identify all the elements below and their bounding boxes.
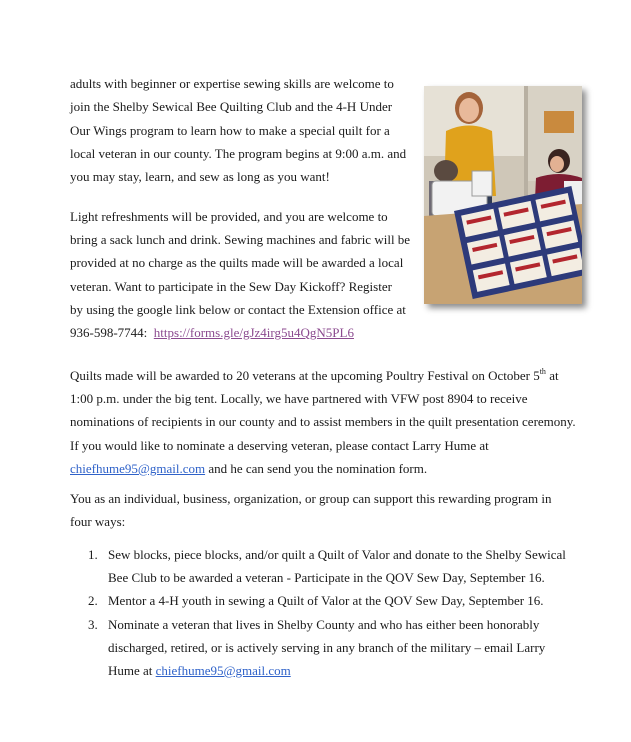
email-link-larry-hume[interactable]: chiefhume95@gmail.com xyxy=(70,461,206,476)
para3-line-1-end: at xyxy=(545,368,559,383)
list-item-3-line-2: discharged, retired, or is actively serving in any branch of the military – email Larry xyxy=(108,640,546,655)
para2-line-5: by using the google link below or contact the Extension office at xyxy=(70,302,406,317)
list-item-1-number: 1. xyxy=(88,547,98,562)
para3-line-5-text: and he can send you the nomination form. xyxy=(205,461,428,476)
quilting-photo-image xyxy=(424,86,582,304)
para1-line-1: adults with beginner or expertise sewing skills are welcome to xyxy=(70,76,394,91)
para1-line-5: you may stay, learn, and sew as long as you want! xyxy=(70,169,330,184)
list-item-3-line-1: Nominate a veteran that lives in Shelby County and who has either been honorably xyxy=(108,617,540,632)
phone-number: 936-598-7744: xyxy=(70,325,148,340)
para2-line-6 xyxy=(70,325,354,341)
para2-line-1: Light refreshments will be provided, and you are welcome to xyxy=(70,209,388,224)
para2-line-3: provided at no charge as the quilts made will be awarded a local xyxy=(70,255,404,270)
para1-line-4: local veteran in our county. The program begins at 9:00 a.m. and xyxy=(70,146,407,161)
para3-line-2: 1:00 p.m. under the big tent. Locally, we have partnered with VFW post 8904 to receive xyxy=(70,391,528,406)
para3-line-5 xyxy=(70,461,427,477)
para4-line-1: You as an individual, business, organization, or group can support this rewarding program in xyxy=(70,491,552,506)
para1-line-3: Our Wings program to learn how to make a special quilt for a xyxy=(70,123,390,138)
list-item-3-line-3-text: Hume at xyxy=(108,663,156,678)
para4-line-2: four ways: xyxy=(70,514,126,529)
para3-line-1 xyxy=(70,368,559,384)
para2-line-2: bring a sack lunch and drink. Sewing machines and fabric will be xyxy=(70,232,411,247)
list-item-3-number: 3. xyxy=(88,617,98,632)
registration-form-link[interactable]: https://forms.gle/gJz4irg5u4QgN5PL6 xyxy=(153,325,354,340)
para1-line-2: join the Shelby Sewical Bee Quilting Club and the 4-H Under xyxy=(70,99,393,114)
list-item-2-line-1: Mentor a 4-H youth in sewing a Quilt of Valor at the QOV Sew Day, September 16. xyxy=(108,593,544,608)
list-item-2-number: 2. xyxy=(88,593,98,608)
list-item-1-line-2: Bee Club to be awarded a veteran - Participate in the QOV Sew Day, September 16. xyxy=(108,570,545,585)
para3-line-4: If you would like to nominate a deserving veteran, please contact Larry Hume at xyxy=(70,438,489,453)
para3-line-3: nominations of recipients in our county and to assist members in the quilt presentation ceremony. xyxy=(70,414,576,429)
list-item-1-line-1: Sew blocks, piece blocks, and/or quilt a Quilt of Valor and donate to the Shelby Sewical xyxy=(108,547,566,562)
quilting-photo xyxy=(424,86,582,304)
list-item-3-line-3 xyxy=(108,663,291,679)
ordinal-suffix: th xyxy=(539,366,546,376)
email-link-larry-hume-list[interactable]: chiefhume95@gmail.com xyxy=(155,663,291,678)
para3-line-1-text: Quilts made will be awarded to 20 veterans at the upcoming Poultry Festival on October 5 xyxy=(70,368,540,383)
para2-line-4: veteran. Want to participate in the Sew Day Kickoff? Register xyxy=(70,279,392,294)
